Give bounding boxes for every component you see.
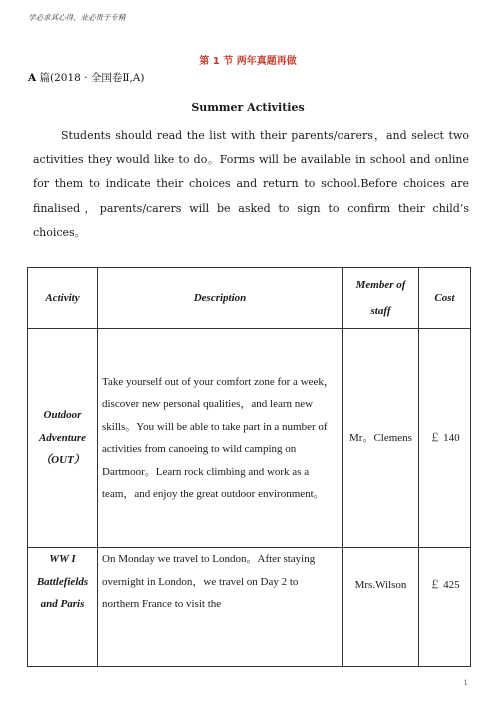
activity-name: Outdoor Adventure（OUT） — [28, 329, 98, 548]
section-title: 第 1 节 两年真题再做 — [199, 56, 297, 67]
activity-name: WW I Battlefields and Paris — [28, 548, 98, 667]
staff-member: Mr。Clemens — [343, 329, 419, 548]
table-row — [28, 548, 471, 667]
activity-cost: ￡ 425 — [419, 548, 471, 667]
header-member-of-staff: Member of staff — [343, 268, 419, 329]
source-letter: A — [28, 72, 37, 84]
source-line — [28, 70, 144, 85]
activity-cost: ￡ 140 — [419, 329, 471, 548]
table-header-row — [28, 268, 471, 329]
activities-table — [27, 267, 471, 667]
intro-paragraph: Students should read the list with their parents/carers，and select two activities they would like to do。Forms will be available in school and online for them to indicate their choices and return to school.Before choices are finalised，parents/carers will be asked to sign to confirm their child’s choices。 — [33, 129, 469, 239]
page-number: 1 — [463, 679, 468, 687]
header-motto: 学必求其心得，业必贵于专精 — [28, 13, 126, 22]
staff-member: Mrs.Wilson — [343, 548, 419, 667]
header-cost: Cost — [419, 268, 471, 329]
header-description: Description — [98, 268, 343, 329]
document-title: Summer Activities — [191, 101, 305, 114]
activity-description: On Monday we travel to London。After staying overnight in London，we travel on Day 2 to northern France to visit the — [98, 548, 343, 667]
activity-description: Take yourself out of your comfort zone for a week，discover new personal qualities，and learn new skills。You will be able to take part in a number of activities from canoeing to wild camping on Dartmoor。Learn rock climbing and work as a team，and enjoy the great outdoor environment。 — [98, 329, 343, 548]
source-text: 篇(2018 · 全国卷Ⅱ,A) — [36, 72, 145, 84]
header-activity: Activity — [28, 268, 98, 329]
table-row — [28, 329, 471, 548]
